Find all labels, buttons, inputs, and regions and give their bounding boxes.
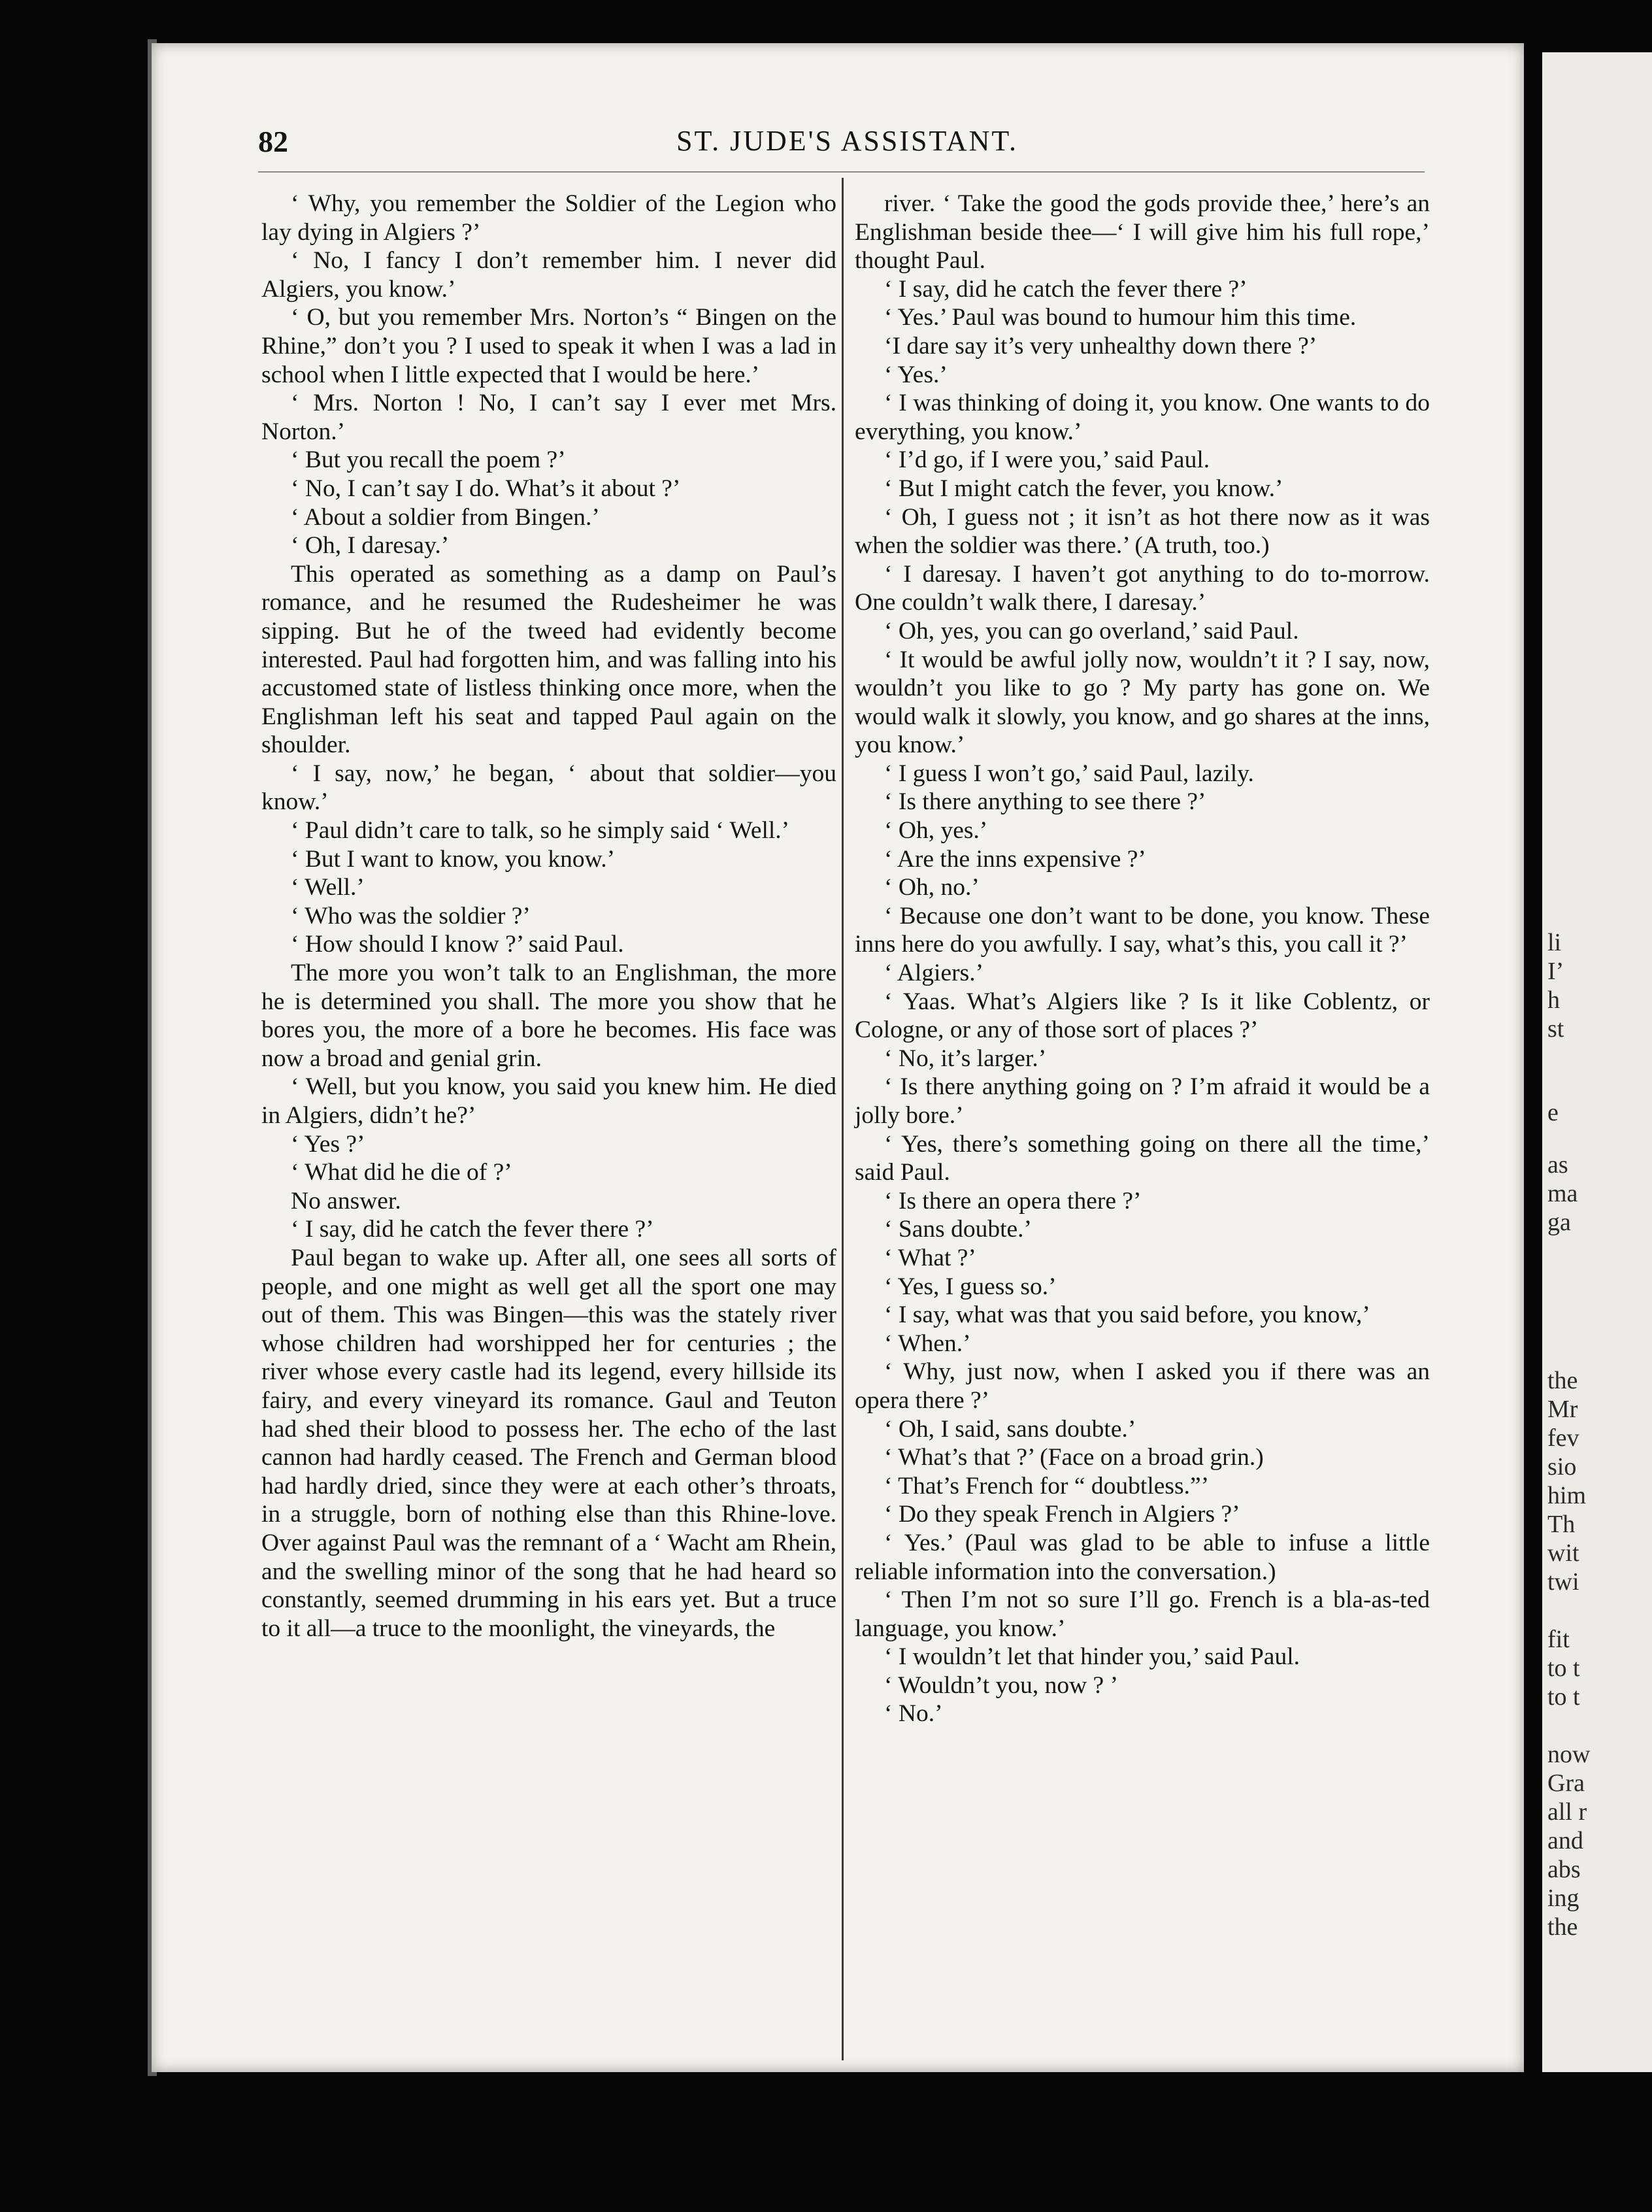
paragraph: ‘ Oh, yes.’ [884, 817, 988, 845]
paragraph: ‘ Oh, I daresay.’ [291, 532, 450, 560]
paragraph: ‘ Yes.’ (Paul was glad to be able to infuse a little reliable information into the conversation.) [855, 1529, 1430, 1585]
left-column [261, 190, 836, 1643]
paragraph: ‘ Yes, there’s something going on there all the time,’ said Paul. [855, 1130, 1430, 1186]
paragraph: ‘ Wouldn’t you, now ? ’ [884, 1671, 1119, 1699]
paragraph: ‘ I say, now,’ he began, ‘ about that soldier—you know.’ [261, 760, 836, 816]
paragraph: ‘ When.’ [884, 1330, 971, 1357]
page-header [258, 124, 1376, 163]
paragraph: ‘ Do they speak French in Algiers ?’ [884, 1501, 1240, 1528]
paragraph: ‘ No.’ [884, 1700, 943, 1728]
paragraph: ‘ Oh, I said, sans doubte.’ [884, 1415, 1136, 1443]
paragraph: ‘ Mrs. Norton ! No, I can’t say I ever met Mrs. Norton.’ [261, 390, 836, 445]
paragraph: ‘ What ?’ [884, 1244, 976, 1271]
paragraph: ‘I dare say it’s very unhealthy down there ?’ [884, 332, 1317, 360]
paragraph: ‘ I say, did he catch the fever there ?’ [291, 1216, 654, 1243]
paragraph: ‘ I wouldn’t let that hinder you,’ said Paul. [884, 1643, 1300, 1671]
paragraph: ‘ Well.’ [291, 874, 365, 901]
paragraph: ‘ Are the inns expensive ?’ [884, 845, 1146, 873]
paragraph: ‘ Oh, I guess not ; it isn’t as hot there now as it was when the soldier was there.’ (A truth, too.) [855, 503, 1430, 560]
column-divider [842, 178, 844, 2060]
header-rule [258, 171, 1425, 173]
paragraph: ‘ No, it’s larger.’ [884, 1045, 1047, 1072]
adjacent-page-fragment: e [1547, 1099, 1559, 1126]
paragraph: ‘ Algiers.’ [884, 960, 984, 987]
adjacent-page-fragment: to t [1547, 1654, 1580, 1682]
paragraph: ‘ Why, you remember the Soldier of the Legion who lay dying in Algiers ?’ [261, 190, 836, 246]
paragraph: river. ‘ Take the good the gods provide thee,’ here’s an Englishman beside thee—‘ I will give him his full rope,’ thought Paul. [855, 190, 1430, 275]
paragraph: ‘ I say, did he catch the fever there ?’ [884, 275, 1247, 303]
paragraph: ‘ Is there an opera there ?’ [884, 1187, 1142, 1215]
paragraph: ‘ Is there anything going on ? I’m afraid it would be a jolly bore.’ [855, 1073, 1430, 1129]
paragraph: ‘ Why, just now, when I asked you if there was an opera there ?’ [855, 1358, 1430, 1414]
paragraph: ‘ Oh, no.’ [884, 874, 980, 901]
paragraph: ‘ How should I know ?’ said Paul. [291, 931, 624, 958]
paragraph: ‘ Because one don’t want to be done, you know. These inns here do you awfully. I say, what’s this, you call it ?’ [855, 902, 1430, 958]
paragraph: ‘ Yes, I guess so.’ [884, 1273, 1057, 1300]
adjacent-page-fragment: Gra [1547, 1769, 1585, 1797]
adjacent-page-fragment: ing [1547, 1885, 1579, 1912]
paragraph: ‘ Sans doubte.’ [884, 1216, 1032, 1243]
running-title: ST. JUDE'S ASSISTANT. [676, 125, 1018, 157]
paragraph: This operated as something as a damp on Paul’s romance, and he resumed the Rudesheimer he was sipping. But he of the tweed had evidently become interested. Paul had forgotten him, and was falling into his accustomed state of listless thinking once more, when the Englishman left his seat and tapped Paul again on the shoulder. [261, 560, 836, 759]
adjacent-page-fragment: fev [1547, 1424, 1579, 1452]
adjacent-page-fragment: him [1547, 1482, 1587, 1509]
adjacent-page-fragment: and [1547, 1827, 1583, 1854]
page-number: 82 [258, 125, 288, 158]
paragraph: ‘ What’s that ?’ (Face on a broad grin.) [884, 1444, 1264, 1471]
adjacent-page-fragment: to t [1547, 1683, 1580, 1711]
paragraph: ‘ Well, but you know, you said you knew him. He died in Algiers, didn’t he?’ [261, 1073, 836, 1129]
paragraph: ‘ I was thinking of doing it, you know. One wants to do everything, you know.’ [855, 390, 1430, 445]
paragraph: ‘ Yaas. What’s Algiers like ? Is it like Coblentz, or Cologne, or any of those sort of places ?’ [855, 988, 1430, 1044]
adjacent-page-fragment: the [1547, 1913, 1578, 1941]
paragraph: ‘ That’s French for “ doubtless.”’ [884, 1472, 1210, 1500]
paragraph: ‘ Yes ?’ [291, 1130, 365, 1158]
paragraph: ‘ No, I can’t say I do. What’s it about ?’ [291, 475, 681, 502]
paragraph: ‘ Is there anything to see there ?’ [884, 788, 1206, 816]
paragraph: ‘ I say, what was that you said before, you know,’ [884, 1301, 1370, 1329]
paragraph: ‘ Then I’m not so sure I’ll go. French is a bla-as-ted language, you know.’ [855, 1586, 1430, 1642]
paragraph: ‘ It would be awful jolly now, wouldn’t it ? I say, now, wouldn’t you like to go ? My party has gone on. We would walk it slowly, you know, and go shares at the inns, you know.’ [855, 646, 1430, 759]
paragraph: ‘ Yes.’ [884, 361, 948, 388]
adjacent-page-fragment: Mr [1547, 1396, 1578, 1423]
adjacent-page-fragment: st [1547, 1015, 1564, 1043]
adjacent-page-fragment: Th [1547, 1511, 1576, 1538]
paragraph: ‘ I guess I won’t go,’ said Paul, lazily. [884, 760, 1254, 787]
adjacent-page-fragment: li [1547, 929, 1562, 956]
paragraph: ‘ Oh, yes, you can go overland,’ said Paul. [884, 617, 1299, 645]
paragraph: The more you won’t talk to an Englishman, the more he is determined you shall. The more you show that he bores you, the more of a bore he becomes. His face was now a broad and genial grin. [261, 960, 836, 1072]
paragraph: ‘ Who was the soldier ?’ [291, 902, 531, 930]
paragraph: Paul began to wake up. After all, one sees all sorts of people, and one might as well get all the sport one may out of them. This was Bingen—this was the stately river whose children had worshipped her for centuries ; the river whose every castle had its legend, every hillside its fairy, and every vineyard its romance. Gaul and Teuton had shed their blood to possess her. The echo of the last cannon had hardly ceased. The French and German blood had hardly dried, since they were at each other’s throats, in a struggle, born of nothing else than this Rhine-love. Over against Paul was the remnant of a ‘ Wacht am Rhein, and the swelling minor of the song that he had heard so constantly, seemed drumming in his ears yet. But a truce to it all—a truce to the moonlight, the vineyards, the [261, 1244, 836, 1642]
right-column [855, 190, 1430, 1728]
adjacent-page-fragment: I’ [1547, 958, 1564, 985]
paragraph: ‘ About a soldier from Bingen.’ [291, 503, 600, 531]
adjacent-page-fragment: sio [1547, 1453, 1577, 1481]
paragraph: ‘ I daresay. I haven’t got anything to do to-morrow. One couldn’t walk there, I daresay.’ [855, 560, 1430, 616]
adjacent-page-fragment: twi [1547, 1568, 1579, 1596]
adjacent-page-fragment: ma [1547, 1180, 1578, 1207]
adjacent-page-fragment: all r [1547, 1798, 1587, 1826]
adjacent-page-fragment: as [1547, 1151, 1568, 1179]
adjacent-page-fragment: fit [1547, 1626, 1570, 1653]
paragraph: ‘ Yes.’ Paul was bound to humour him this time. [884, 304, 1357, 331]
adjacent-page-fragment: h [1547, 986, 1560, 1014]
paragraph: ‘ I’d go, if I were you,’ said Paul. [884, 446, 1210, 474]
adjacent-page-fragment: the [1547, 1367, 1578, 1394]
paragraph: ‘ No, I fancy I don’t remember him. I never did Algiers, you know.’ [261, 247, 836, 303]
paragraph: No answer. [291, 1187, 401, 1215]
paragraph: ‘ Paul didn’t care to talk, so he simply said ‘ Well.’ [291, 817, 790, 845]
paragraph: ‘ But I want to know, you know.’ [291, 845, 616, 873]
adjacent-page-fragment: now [1547, 1741, 1591, 1768]
adjacent-page-strip [1542, 52, 1652, 2072]
adjacent-page-fragment: ga [1547, 1209, 1571, 1236]
paragraph: ‘ But you recall the poem ?’ [291, 446, 566, 474]
adjacent-page-fragment: abs [1547, 1856, 1581, 1883]
adjacent-page-fragment: wit [1547, 1539, 1579, 1567]
paragraph: ‘ What did he die of ?’ [291, 1159, 512, 1186]
paragraph: ‘ O, but you remember Mrs. Norton’s “ Bingen on the Rhine,” don’t you ? I used to speak it when I was a lad in school when I little expected that I would be here.’ [261, 304, 836, 388]
paragraph: ‘ But I might catch the fever, you know.’ [884, 475, 1283, 502]
